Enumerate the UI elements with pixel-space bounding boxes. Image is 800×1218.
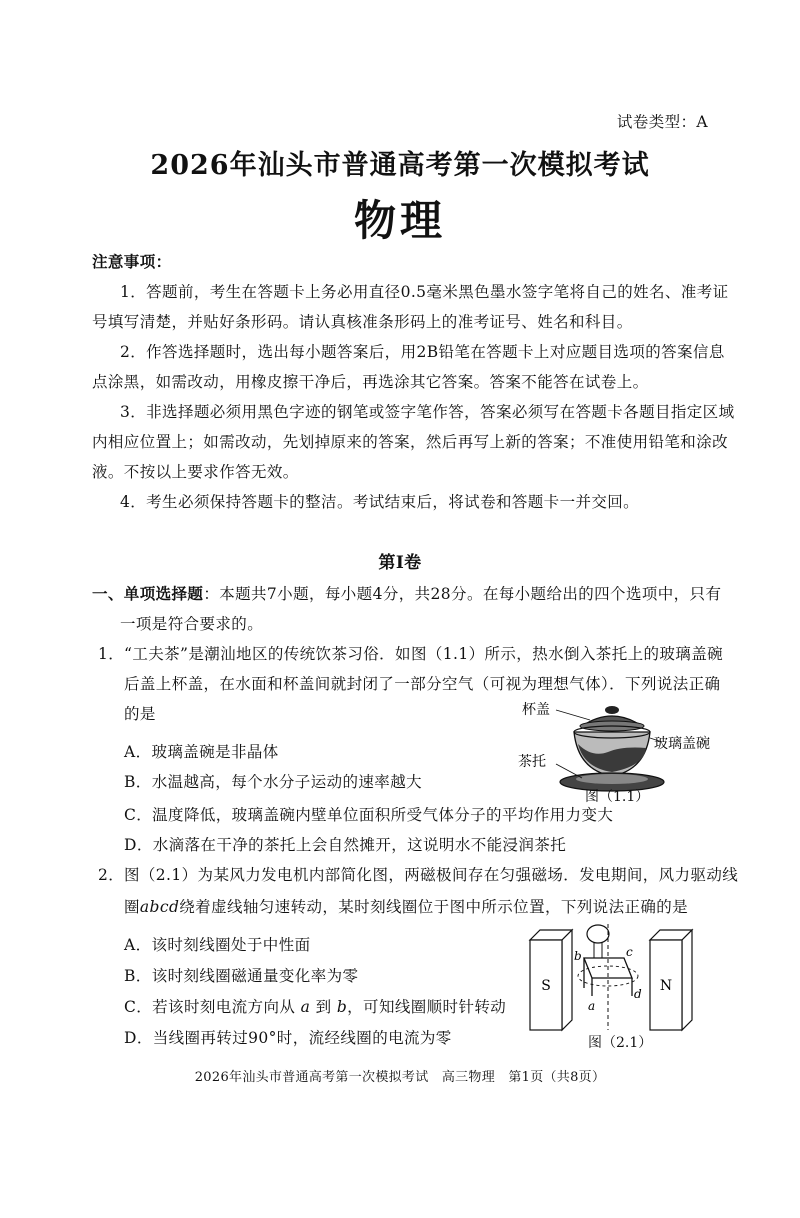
label-saucer: 茶托 xyxy=(518,754,546,770)
q1-stem: “工夫茶”是潮汕地区的传统饮茶习俗．如图（1.1）所示，热水倒入茶托上的玻璃盖碗 xyxy=(124,645,724,663)
section-1-desc: ：本题共7小题，每小题4分，共28分。在每小题给出的四个选项中，只有 xyxy=(203,585,722,603)
label-lid: 杯盖 xyxy=(522,702,550,718)
q2-stem-text: 绕着虚线轴匀速转动，某时刻线圈位于图中所示位置，下列说法正确的是 xyxy=(179,898,689,916)
paper-type: 试卷类型：A xyxy=(616,113,708,131)
q2-option-c-text: 到 xyxy=(315,998,332,1016)
note-line: 号填写清楚，并贴好条形码。请认真核准条形码上的准考证号、姓名和科目。 xyxy=(92,313,633,331)
note-line: 3．非选择题必须用黑色字迹的钢笔或签字笔作答，答案必须写在答题卡各题目指定区域 xyxy=(120,403,735,421)
q2-option-c-text: ，可知线圈顺时针转动 xyxy=(347,998,507,1016)
note-line: 点涂黑，如需改动，用橡皮擦干净后，再选涂其它答案。答案不能答在试卷上。 xyxy=(92,373,649,391)
q1-option-b: B．水温越高，每个水分子运动的速率越大 xyxy=(124,773,422,791)
q1-stem: 后盖上杯盖，在水面和杯盖间就封闭了一部分空气（可视为理想气体）．下列说法正确 xyxy=(124,675,721,693)
q2-option-d: D．当线圈再转过90°时，流经线圈的电流为零 xyxy=(124,1029,452,1047)
q1-option-d: D．水滴落在干净的茶托上会自然摊开，这说明水不能浸润茶托 xyxy=(124,836,567,854)
pole-s: S xyxy=(541,978,551,994)
exam-title: 2026年汕头市普通高考第一次模拟考试 xyxy=(150,150,650,181)
label-d: d xyxy=(634,987,642,1001)
coil-variable: abcd xyxy=(139,898,180,916)
q1-number: 1． xyxy=(98,645,125,663)
page-footer: 2026年汕头市普通高考第一次模拟考试 高三物理 第1页（共8页） xyxy=(194,1070,606,1085)
var-a: a xyxy=(300,998,311,1016)
subject-title: 物理 xyxy=(353,196,446,245)
q2-option-a: A．该时刻线圈处于中性面 xyxy=(124,936,311,954)
label-bowl: 玻璃盖碗 xyxy=(654,736,710,752)
notes-heading: 注意事项： xyxy=(92,252,172,271)
part-heading: 第Ⅰ卷 xyxy=(378,553,422,573)
label-c: c xyxy=(626,945,633,959)
figure-1-caption: 图（1.1） xyxy=(585,789,650,805)
label-b: b xyxy=(574,949,582,963)
q1-option-a: A．玻璃盖碗是非晶体 xyxy=(124,743,279,761)
note-line: 液。不按以上要求作答无效。 xyxy=(92,463,299,481)
generator-figure xyxy=(522,918,712,1033)
note-line: 2．作答选择题时，选出每小题答案后，用2B铅笔在答题卡上对应题目选项的答案信息 xyxy=(120,343,725,361)
section-1-title: 一、单项选择题 xyxy=(92,584,204,603)
note-line: 内相应位置上；如需改动，先划掉原来的答案，然后再写上新的答案；不准使用铅笔和涂改 xyxy=(92,433,729,451)
figure-2-caption: 图（2.1） xyxy=(588,1035,653,1051)
q2-stem-text: 圈 xyxy=(124,898,140,916)
section-1-desc-cont: 一项是符合要求的。 xyxy=(120,615,264,633)
q2-option-b: B．该时刻线圈磁通量变化率为零 xyxy=(124,967,359,985)
var-b: b xyxy=(336,998,348,1016)
q2-number: 2． xyxy=(98,866,125,884)
q2-stem-line2 xyxy=(124,895,688,917)
q1-option-c: C．温度降低，玻璃盖碗内壁单位面积所受气体分子的平均作用力变大 xyxy=(124,806,614,824)
q2-option-c-text: C．若该时刻电流方向从 xyxy=(124,998,296,1016)
note-line: 4．考生必须保持答题卡的整洁。考试结束后，将试卷和答题卡一并交回。 xyxy=(120,493,640,511)
section-1-header xyxy=(92,582,721,604)
pole-n: N xyxy=(659,978,673,994)
label-a: a xyxy=(588,999,596,1013)
q2-option-c xyxy=(124,995,506,1017)
q1-stem: 的是 xyxy=(124,705,156,723)
note-line: 1．答题前，考生在答题卡上务必用直径0.5毫米黑色墨水签字笔将自己的姓名、准考证 xyxy=(120,283,729,301)
q2-stem: 图（2.1）为某风力发电机内部简化图，两磁极间存在匀强磁场．发电期间，风力驱动线 xyxy=(124,866,739,884)
